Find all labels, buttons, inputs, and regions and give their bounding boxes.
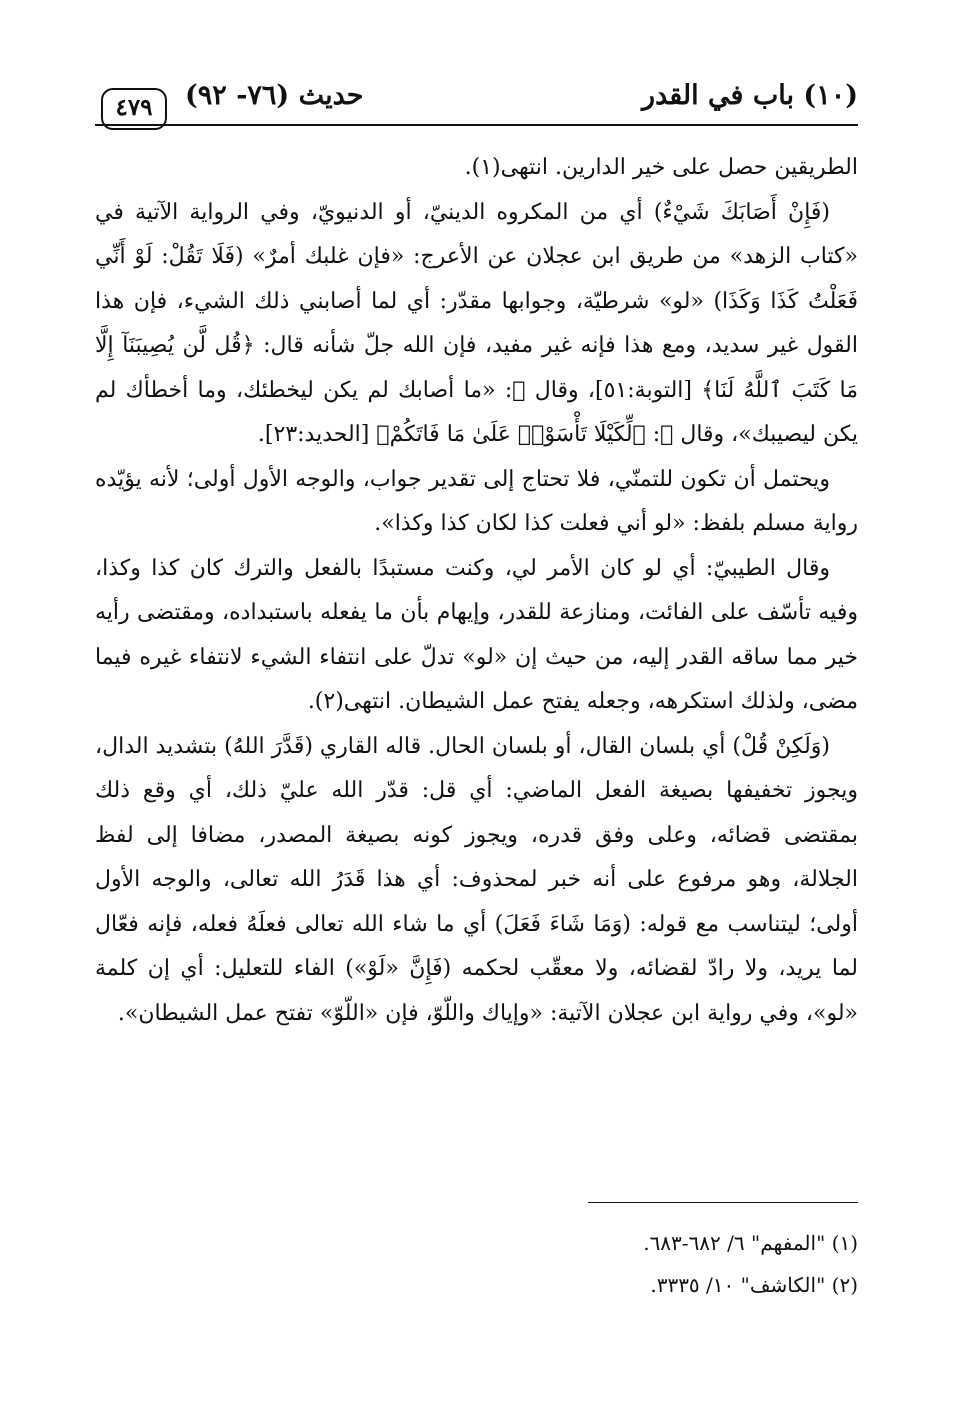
main-text [95,146,858,1036]
paragraph: الطريقين حصل على خير الدارين. انتهى(١). [464,155,858,180]
page-header [95,80,858,124]
chapter-title: (١٠) باب في القدر [642,80,858,111]
header-divider [95,124,858,126]
footnote-divider [588,1202,858,1203]
footnotes [95,1222,858,1306]
page-number: ٤٧٩ [101,88,167,130]
paragraph: ويحتمل أن تكون للتمنّي، فلا تحتاج إلى تقدير جواب، والوجه الأول أولى؛ لأنه يؤيّده رواية مسلم بلفظ: «لو أني فعلت كذا لكان كذا وكذا». [95,466,858,536]
footnote: (٢) "الكاشف" ١٠/ ٣٣٣٥. [650,1273,858,1297]
paragraph: وقال الطيبيّ: أي لو كان الأمر لي، وكنت مستبدًا بالفعل والترك كان كذا وكذا، وفيه تأسّف على الفائت، ومنازعة للقدر، وإيهام بأن ما يفعله باستبداده، ومقتضى رأيه خير مما ساقه القدر إليه، من حيث إن «لو» تدلّ على انتفاء الشيء لانتفاء غيره فيما مضى، ولذلك استكرهه، وجعله يفتح عمل الشيطان. انتهى(٢). [95,555,858,714]
hadith-range: حديث (٧٦- ٩٢) [185,80,364,111]
paragraph: (فَإِنْ أَصَابَكَ شَيْءٌ) أي من المكروه الدينيّ، أو الدنيويّ، وفي الرواية الآتية في «كتاب الزهد» من طريق ابن عجلان عن الأعرج: «فإن غلبك أمرٌ» (فَلَا تَقُلْ: لَوْ أَنِّي فَعَلْتُ كَذَا وَكَذَا) «لو» شرطيّة، وجوابها مقدّر: أي لما أصابني ذلك الشيء، فإن هذا القول غير سديد، ومع هذا فإنه غير مفيد، فإن الله جلّ شأنه قال: ﴿قُل لَّن يُصِيبَنَآ إِلَّا مَا كَتَبَ ٱللَّهُ لَنَا﴾ [التوبة:٥١]، وقال ﷺ: «ما أصابك لم يكن ليخطئك، وما أخطأك لم يكن ليصيبك»، وقال ﷻ: ﴿لِّكَيْلَا تَأْسَوْا۟ عَلَىٰ مَا فَاتَكُمْ﴾ [الحديد:٢٣]. [95,199,859,447]
footnote: (١) "المفهم" ٦/ ٦٨٢-٦٨٣. [643,1231,858,1255]
paragraph: (وَلَكِنْ قُلْ) أي بلسان القال، أو بلسان الحال. قاله القاري (قَدَّرَ اللهُ) بتشديد الدال، ويجوز تخفيفها بصيغة الفعل الماضي: أي قل: قدّر الله عليّ ذلك، أي وقع ذلك بمقتضى قضائه، وعلى وفق قدره، ويجوز كونه بصيغة المصدر، مضافا إلى لفظ الجلالة، وهو مرفوع على أنه خبر لمحذوف: أي هذا قَدَرُ الله تعالى، والوجه الأول أولى؛ ليتناسب مع قوله: (وَمَا شَاءَ فَعَلَ) أي ما شاء الله تعالى فعلَهُ فعله، فإنه فعّال لما يريد، ولا رادّ لقضائه، ولا معقّب لحكمه (فَإِنَّ «لَوْ») الفاء للتعليل: أي إن كلمة «لو»، وفي رواية ابن عجلان الآتية: «وإياك واللّوّ، فإن «اللّوّ» تفتح عمل الشيطان». [95,733,858,1026]
